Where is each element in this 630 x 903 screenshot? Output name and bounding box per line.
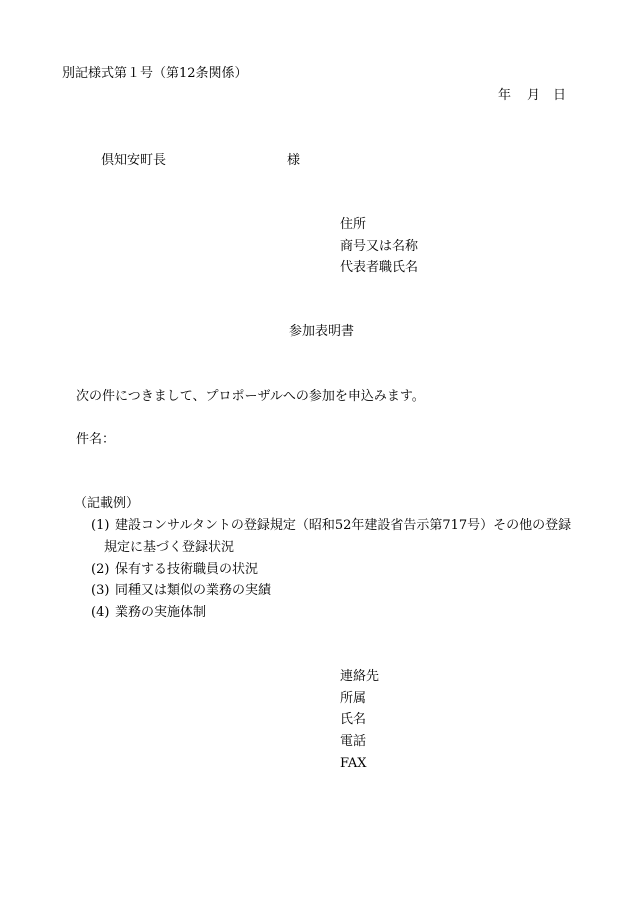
phone-label: 電話 (340, 734, 367, 749)
address-label: 住所 (340, 217, 367, 232)
recipient-name: 倶知安町長 (101, 153, 167, 168)
date-year: 年 (498, 88, 512, 103)
contact-name-label: 氏名 (340, 712, 367, 727)
fax-label: FAX (340, 756, 367, 771)
document-title: 参加表明書 (289, 324, 355, 339)
note-item-number: (4) (91, 605, 110, 620)
note-item-continuation: 規定に基づく登録状況 (104, 540, 235, 555)
note-item-number: (1) (91, 518, 110, 533)
company-label: 商号又は名称 (340, 239, 419, 254)
subject-label: 件名： (76, 432, 116, 447)
contact-header: 連絡先 (340, 669, 380, 684)
note-item-text: 業務の実施体制 (115, 605, 207, 620)
note-item-text: 同種又は類似の業務の実績 (115, 583, 272, 598)
note-item-number: (2) (91, 562, 110, 577)
note-item-text: 保有する技術職員の状況 (115, 562, 259, 577)
recipient-honorific: 様 (287, 153, 301, 168)
form-label: 別記様式第１号（第12条関係） (62, 66, 248, 81)
note-item-number: (3) (91, 583, 110, 598)
body-text: 次の件につきまして、プロポーザルへの参加を申込みます。 (76, 389, 425, 404)
date-day: 日 (553, 88, 567, 103)
note-item-text: 建設コンサルタントの登録規定（昭和52年建設省告示第717号）その他の登録 (115, 518, 572, 533)
date-month: 月 (527, 88, 541, 103)
department-label: 所属 (340, 691, 367, 706)
notes-header: （記載例） (74, 496, 140, 511)
representative-label: 代表者職氏名 (340, 260, 419, 275)
